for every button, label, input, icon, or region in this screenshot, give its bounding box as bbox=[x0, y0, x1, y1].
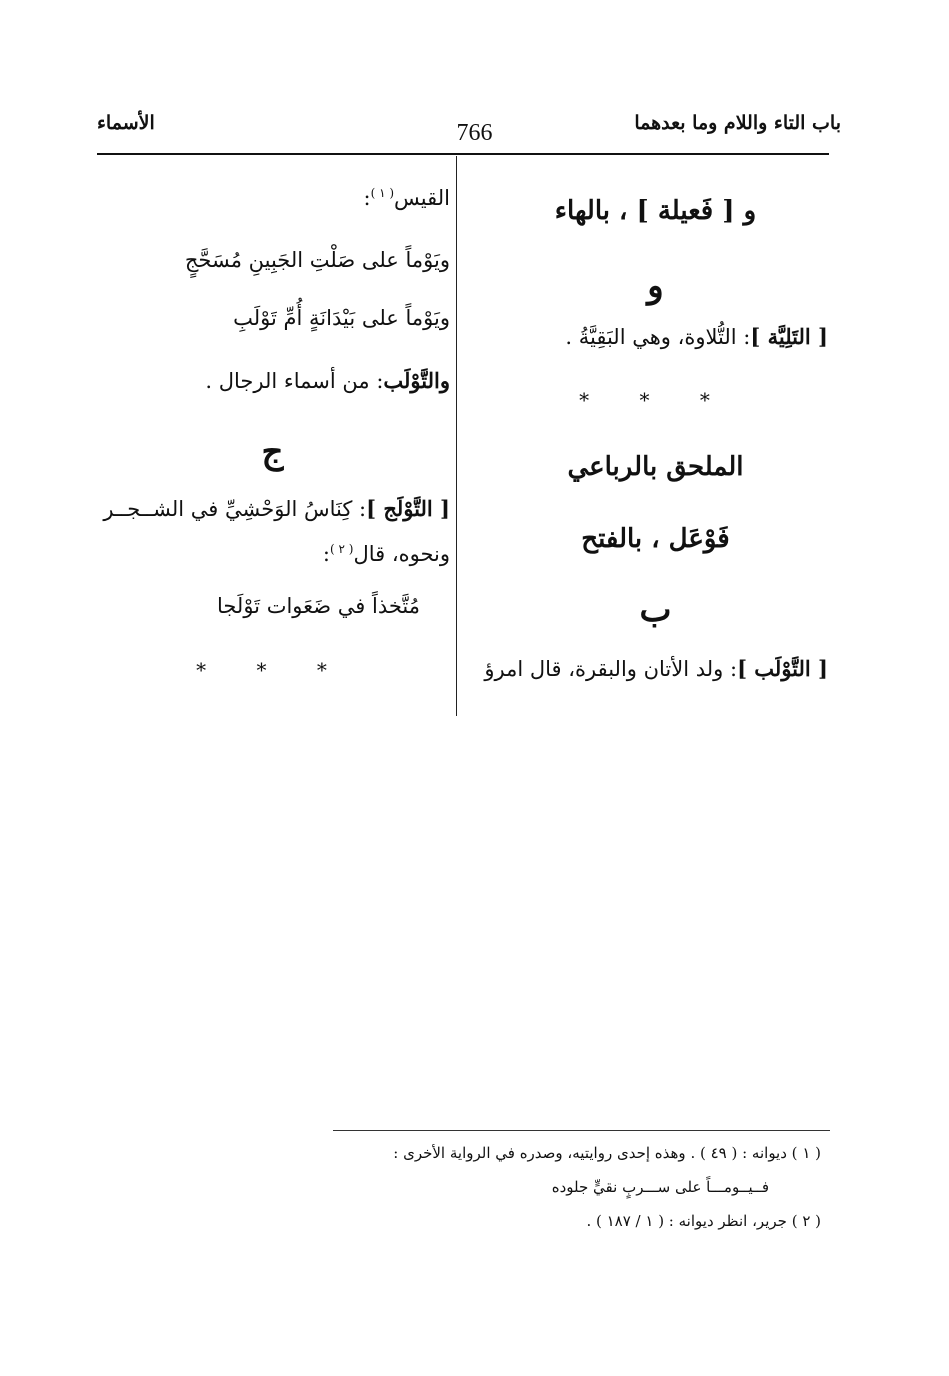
verse-line: مُتَّخذاً في ضَعَوات تَوْلَجا bbox=[216, 594, 420, 618]
entry-name bbox=[205, 368, 450, 393]
entry-altawlab bbox=[484, 656, 828, 681]
entry-definition: : من أسماء الرجال . bbox=[205, 369, 384, 393]
header-rule bbox=[97, 153, 829, 155]
poet-attribution: القيس$^{( ١ )}$: bbox=[363, 186, 450, 210]
entry-word: [ التَّوْلَب ] bbox=[737, 656, 828, 681]
entry-altaliya bbox=[565, 324, 828, 349]
footnote-1-verse: فــيــومـــاً على ســـربٍ نقيٍّ جلوده bbox=[551, 1178, 769, 1196]
letter-ba: ب bbox=[639, 590, 672, 630]
section-separator: * * * bbox=[579, 388, 732, 412]
heading-mulhaq: الملحق بالرباعي bbox=[567, 452, 744, 482]
entry-definition: : التُّلاوة، وهي البَقِيَّةُ . bbox=[565, 325, 751, 349]
footnote-ref: ( ١ ) bbox=[370, 186, 395, 200]
chapter-title: باب التاء واللام وما بعدهما bbox=[634, 112, 841, 134]
verse-line: ويَوْماً على بَيْدَانَةٍ أُمِّ تَوْلَبِ bbox=[233, 306, 450, 330]
heading-fawal: فَوْعَل ، بالفتح bbox=[581, 524, 730, 554]
entry-altawlaj bbox=[103, 496, 450, 521]
letter-jeem: ج bbox=[261, 432, 284, 472]
entry-definition: : كِنَاسُ الوَحْشِيِّ في الشــجــر bbox=[103, 497, 367, 521]
entry-definition: : ولد الأتان والبقرة، قال امرؤ bbox=[484, 657, 738, 681]
footnote-1: ( ١ ) ديوانه : ( ٤٩ ) . وهذه إحدى روايتيه، وصدره في الرواية الأخرى : bbox=[393, 1144, 821, 1162]
footnote-2: ( ٢ ) جرير، انظر ديوانه : ( ١ / ١٨٧ ) . bbox=[586, 1212, 821, 1230]
footnote-ref: ( ٢ ) bbox=[330, 542, 354, 556]
entry-continuation: ونحوه، قال$^{( ٢ )}$: bbox=[322, 542, 450, 566]
section-title: الأسماء bbox=[97, 112, 155, 134]
heading-faeela: و [ فَعيلة ] ، بالهاء bbox=[554, 196, 757, 226]
footnote-rule bbox=[333, 1130, 830, 1131]
page-number: 766 bbox=[456, 120, 493, 146]
letter-waw: و bbox=[647, 266, 664, 306]
verse-line: ويَوْماً على صَلْتِ الجَبِينِ مُسَحَّجٍ bbox=[184, 248, 450, 272]
section-separator: * * * bbox=[196, 658, 349, 682]
column-divider bbox=[456, 156, 457, 716]
entry-word: والتَّوْلَب bbox=[383, 368, 450, 393]
entry-word: [ التَلِيَّة ] bbox=[750, 324, 828, 349]
entry-word: [ التَّوْلَج ] bbox=[366, 496, 450, 521]
